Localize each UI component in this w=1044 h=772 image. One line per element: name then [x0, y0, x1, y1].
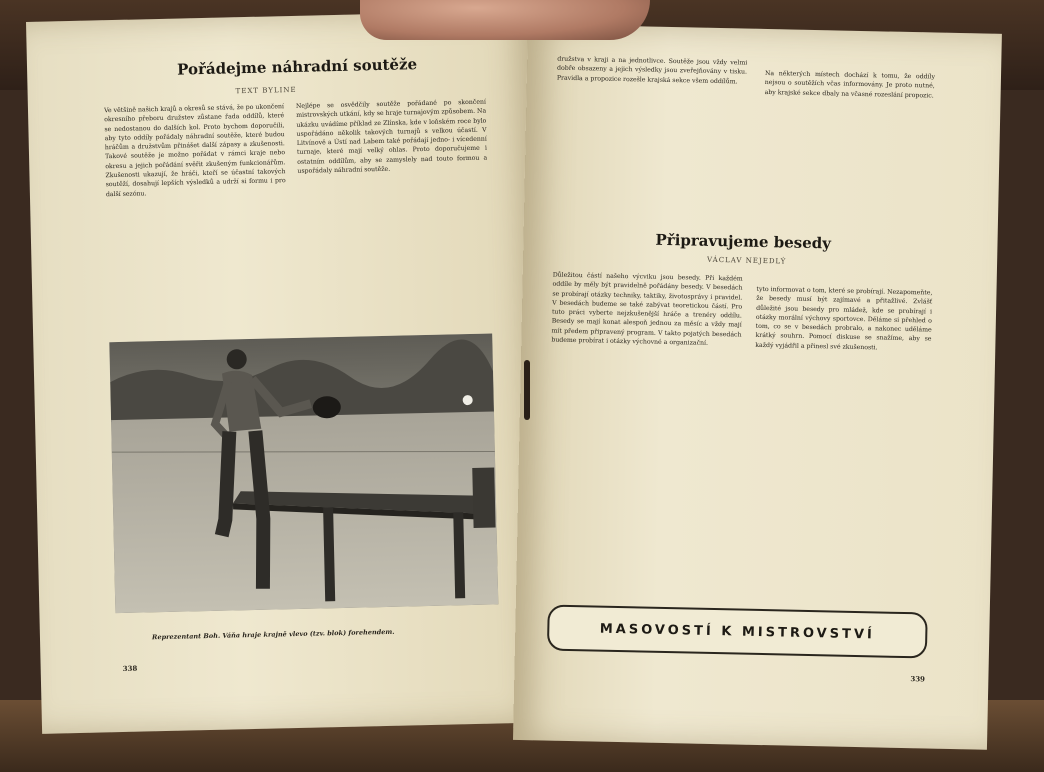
binding-gutter [524, 360, 530, 420]
right-page [513, 24, 1002, 750]
left-article-column-1: Ve většině našich krajů a okresů se stává, že po ukončení okresního přeboru družstev zůstane řada oddílů, které se nedostanou do dalších kol. Proto bychom doporučili, aby tyto oddíly pořádaly náhradní soutěže, které budou hráčům a družstvům přinášet další zápasy a zkušenosti. Takové soutěže je možno pořádat v rámci kraje nebo okresu a jejich pořádání svěřit zkušeným funkcionářům. Zkušenosti ukazují, že hráči, kteří se účastní takových soutěží, dosahují lepších výsledků a udrží si formu i pro další sezónu. [103, 103, 286, 198]
left-article-title: Pořádejme náhradní soutěže [176, 55, 418, 79]
right-page-number: 339 [910, 674, 926, 684]
holding-fingers [360, 0, 650, 40]
left-page-number: 338 [122, 663, 138, 673]
right-top-column-2: Na některých místech dochází k tomu, že oddíly nejsou o soutěžích včas informovány. Je proto nutné, aby krajské sekce dbaly na včasné rozeslání propozic. [764, 69, 936, 100]
masovosti-banner [547, 605, 928, 659]
photo-caption: Reprezentant Boh. Váňa hraje krajně vlevo (tzv. blok) forehendem. [151, 627, 395, 642]
left-article-column-2: Nejlépe se osvědčily soutěže pořádané po skončení mistrovských utkání, kdy se hraje turnajovým způsobem. Na ukázku uvádíme příklad ze Zlínska, kde v loňském roce bylo uspořádáno několik takových turnajů s velkou účastí. V Litvínově a Ústí nad Labem také pořádají jedno- i vícedenní turnaje, které mají velký ohlas. Proto doporučujeme i ostatním oddílům, aby se zamyslely nad touto formou a uspořádaly náhradní soutěže. [295, 98, 488, 175]
right-article-column-1: Důležitou částí našeho výcviku jsou besedy. Při každém oddíle by měly být pravidelně pořádány besedy. V besedách se probírají otázky techniky, taktiky, životosprávy i pravidel. V besedách budeme se také zabývat teoretickou částí. Pro tuto práci vyberte nejzkušenější hráče a trenéry oddílu. Besedy se mají konat alespoň jednou za měsíc a vždy mají mít předem připravený program. V takto pojatých besedách budeme probírat i otázky výchovné a organizační. [551, 271, 743, 347]
right-top-column-1: družstva v kraji a na jednotlivce. Soutěže jsou vždy velmi dobře obsazeny a jejich výsledky jsou zveřejňovány v tisku. Pravidla a propozice rozešle krajská sekce všem oddílům. [556, 55, 748, 85]
right-article-byline: VÁCLAV NEJEDLÝ [707, 255, 787, 266]
right-article-title: Připravujeme besedy [655, 230, 832, 253]
banner-text: MASOVOSTÍ K MISTROVSTVÍ [599, 621, 875, 642]
table-tennis-photo-image [109, 334, 498, 614]
left-page [26, 10, 550, 733]
table-tennis-photo [109, 334, 498, 614]
left-article-byline: TEXT BYLINE [235, 85, 297, 96]
right-article-column-2: tyto informovat o tom, které se probírají. Nezapomeňte, že besedy musí být zajímavé a přitažlivé. Zvlášť důležité jsou besedy pro mládež, kde se probírají i otázky morální výchovy sportovce. Děláme si přehled o tom, co se v besedách probralo, a nakonec uděláme krátký souhrn. Pomocí diskuse se snažíme, aby se každý vyjádřil a přinesl své zkušenosti. [755, 285, 933, 352]
